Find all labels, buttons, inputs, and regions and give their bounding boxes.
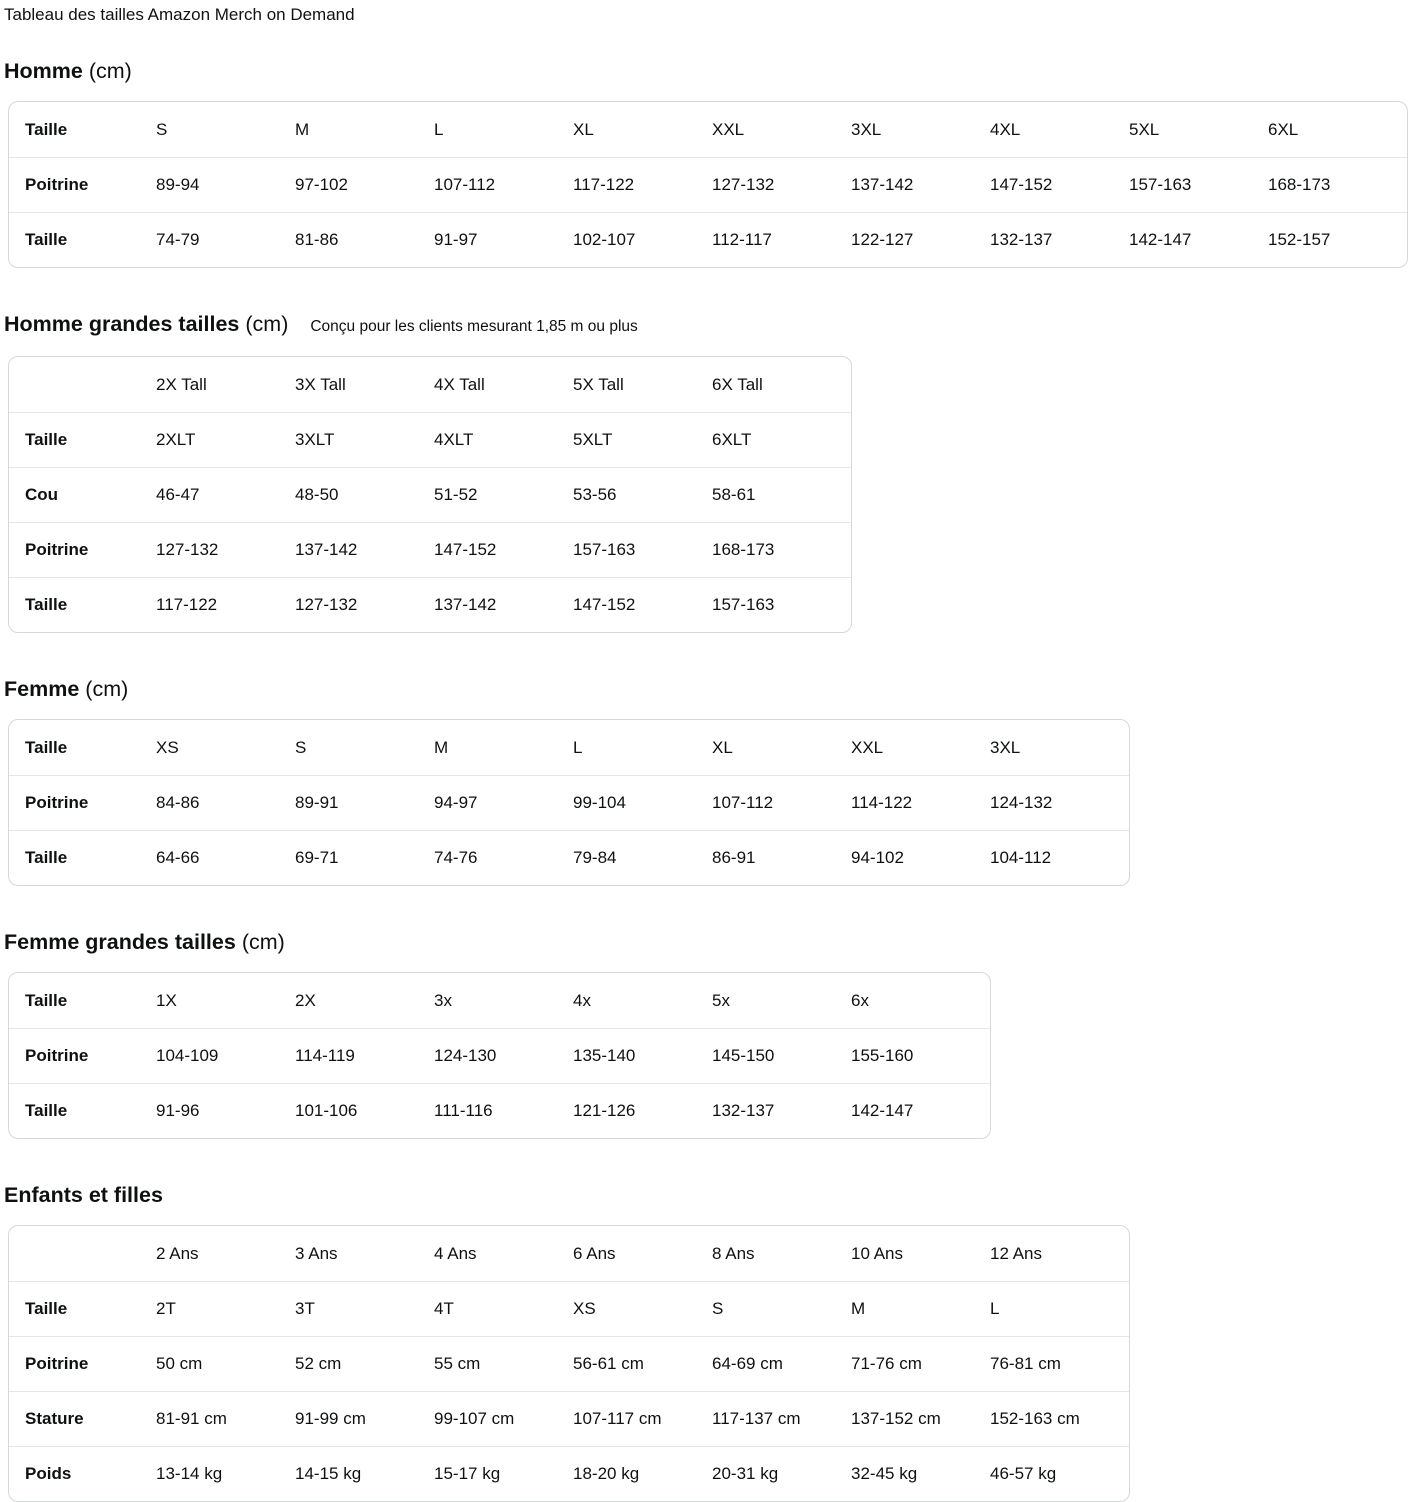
table-cell: 14-15 kg	[295, 1446, 434, 1501]
section-unit: (cm)	[88, 59, 132, 83]
table-cell: 13-14 kg	[156, 1446, 295, 1501]
section-title: Femme grandes tailles	[4, 930, 236, 954]
table-cell: 48-50	[295, 467, 434, 522]
section-femme	[4, 675, 1411, 886]
table-cell: 99-107 cm	[434, 1391, 573, 1446]
table-cell: 101-106	[295, 1083, 434, 1138]
table-cell: 2XLT	[156, 412, 295, 467]
column-header: XL	[712, 737, 733, 757]
table-row	[9, 577, 851, 632]
table-header-row	[9, 1226, 1129, 1281]
table-cell: 168-173	[1268, 157, 1407, 212]
table-row	[9, 467, 851, 522]
table-cell: 127-132	[156, 522, 295, 577]
row-label: Taille	[9, 1281, 156, 1336]
column-header: L	[434, 119, 444, 139]
section-heading	[4, 310, 1411, 341]
section-title: Homme	[4, 59, 83, 83]
row-label: Stature	[9, 1391, 156, 1446]
table-cell: 97-102	[295, 157, 434, 212]
table-cell: 132-137	[990, 212, 1129, 267]
table-cell: 15-17 kg	[434, 1446, 573, 1501]
row-label: Poitrine	[9, 157, 156, 212]
table-row	[9, 1391, 1129, 1446]
table-cell: 155-160	[851, 1028, 990, 1083]
table-cell: 102-107	[573, 212, 712, 267]
column-header: 5x	[712, 990, 730, 1010]
table-cell: 51-52	[434, 467, 573, 522]
table-cell: 64-66	[156, 830, 295, 885]
size-table-femme	[8, 719, 1130, 886]
column-header: 4x	[573, 990, 591, 1010]
size-table-femme-grandes-tailles	[8, 972, 991, 1139]
table-cell: 147-152	[990, 157, 1129, 212]
row-label: Taille	[9, 412, 156, 467]
column-header: S	[156, 119, 168, 139]
table-cell: 94-102	[851, 830, 990, 885]
table-cell: 4T	[434, 1281, 573, 1336]
column-header: 3XL	[851, 119, 882, 139]
row-label: Poitrine	[9, 1336, 156, 1391]
column-header: 5X Tall	[573, 374, 624, 394]
table-cell: S	[712, 1281, 851, 1336]
column-header: S	[295, 737, 307, 757]
table-cell: 74-76	[434, 830, 573, 885]
table-cell: 53-56	[573, 467, 712, 522]
table-cell: 122-127	[851, 212, 990, 267]
size-table-homme-grandes-tailles	[8, 356, 852, 633]
column-header: 1X	[156, 990, 177, 1010]
table-cell: 127-132	[295, 577, 434, 632]
column-header: 6x	[851, 990, 869, 1010]
table-cell: 114-119	[295, 1028, 434, 1083]
table-cell: 145-150	[712, 1028, 851, 1083]
table-cell: 5XLT	[573, 412, 712, 467]
table-cell: M	[851, 1281, 990, 1336]
section-title: Enfants et filles	[4, 1183, 163, 1207]
table-cell: 142-147	[1129, 212, 1268, 267]
column-header: 3x	[434, 990, 452, 1010]
row-label: Poitrine	[9, 775, 156, 830]
table-header-row	[9, 720, 1129, 775]
table-cell: 152-163 cm	[990, 1391, 1129, 1446]
row-label: Taille	[9, 830, 156, 885]
table-cell: 137-142	[434, 577, 573, 632]
table-cell: 132-137	[712, 1083, 851, 1138]
table-cell: 91-97	[434, 212, 573, 267]
table-row	[9, 412, 851, 467]
column-header: 4 Ans	[434, 1243, 477, 1263]
table-cell: 4XLT	[434, 412, 573, 467]
table-cell: 124-132	[990, 775, 1129, 830]
table-cell: 137-142	[851, 157, 990, 212]
row-label: Taille	[9, 1083, 156, 1138]
sections-container	[4, 57, 1411, 1502]
table-cell: 111-116	[434, 1083, 573, 1138]
table-header-row	[9, 973, 990, 1028]
section-homme-grandes-tailles	[4, 310, 1411, 633]
table-cell: 3T	[295, 1281, 434, 1336]
table-cell: 117-122	[573, 157, 712, 212]
column-header: 12 Ans	[990, 1243, 1042, 1263]
row-label: Taille	[9, 577, 156, 632]
header-row-label	[9, 1226, 156, 1281]
table-cell: 147-152	[573, 577, 712, 632]
section-femme-grandes-tailles	[4, 928, 1411, 1139]
header-row-label: Taille	[25, 737, 68, 757]
section-title: Homme grandes tailles	[4, 312, 240, 336]
column-header: XL	[573, 119, 594, 139]
section-unit: (cm)	[245, 312, 289, 336]
column-header: 2 Ans	[156, 1243, 199, 1263]
table-cell: 157-163	[1129, 157, 1268, 212]
table-cell: XS	[573, 1281, 712, 1336]
table-cell: 69-71	[295, 830, 434, 885]
table-cell: 6XLT	[712, 412, 851, 467]
column-header: 6XL	[1268, 119, 1299, 139]
table-cell: 58-61	[712, 467, 851, 522]
table-cell: 112-117	[712, 212, 851, 267]
table-row	[9, 1336, 1129, 1391]
table-cell: 107-117 cm	[573, 1391, 712, 1446]
table-cell: 50 cm	[156, 1336, 295, 1391]
table-cell: L	[990, 1281, 1129, 1336]
column-header: 4XL	[990, 119, 1021, 139]
table-cell: 127-132	[712, 157, 851, 212]
table-cell: 91-96	[156, 1083, 295, 1138]
table-cell: 81-91 cm	[156, 1391, 295, 1446]
row-label: Poitrine	[9, 1028, 156, 1083]
table-cell: 107-112	[434, 157, 573, 212]
table-cell: 20-31 kg	[712, 1446, 851, 1501]
table-cell: 64-69 cm	[712, 1336, 851, 1391]
section-heading	[4, 675, 1411, 704]
row-label: Taille	[9, 212, 156, 267]
table-cell: 107-112	[712, 775, 851, 830]
section-unit: (cm)	[241, 930, 285, 954]
table-cell: 89-94	[156, 157, 295, 212]
row-label: Cou	[9, 467, 156, 522]
column-header: 6 Ans	[573, 1243, 616, 1263]
table-cell: 56-61 cm	[573, 1336, 712, 1391]
page-title: Tableau des tailles Amazon Merch on Demand	[4, 5, 355, 24]
table-cell: 46-57 kg	[990, 1446, 1129, 1501]
column-header: M	[295, 119, 310, 139]
column-header: 3X Tall	[295, 374, 346, 394]
table-cell: 89-91	[295, 775, 434, 830]
table-cell: 3XLT	[295, 412, 434, 467]
table-cell: 79-84	[573, 830, 712, 885]
table-cell: 124-130	[434, 1028, 573, 1083]
table-cell: 114-122	[851, 775, 990, 830]
section-heading	[4, 1181, 1411, 1210]
table-row	[9, 1083, 990, 1138]
table-cell: 104-112	[990, 830, 1129, 885]
table-cell: 157-163	[573, 522, 712, 577]
table-cell: 55 cm	[434, 1336, 573, 1391]
column-header: M	[434, 737, 449, 757]
column-header: 4X Tall	[434, 374, 485, 394]
table-cell: 94-97	[434, 775, 573, 830]
table-cell: 168-173	[712, 522, 851, 577]
column-header: 6X Tall	[712, 374, 763, 394]
header-row-label	[9, 357, 156, 412]
size-table-homme	[8, 101, 1408, 268]
column-header: XXL	[712, 119, 745, 139]
table-cell: 74-79	[156, 212, 295, 267]
column-header: 8 Ans	[712, 1243, 755, 1263]
column-header: 2X	[295, 990, 316, 1010]
section-heading	[4, 928, 1411, 957]
table-cell: 81-86	[295, 212, 434, 267]
table-header-row	[9, 357, 851, 412]
table-cell: 46-47	[156, 467, 295, 522]
table-cell: 142-147	[851, 1083, 990, 1138]
row-label: Poitrine	[9, 522, 156, 577]
table-row	[9, 775, 1129, 830]
header-row-label: Taille	[25, 119, 68, 139]
table-cell: 84-86	[156, 775, 295, 830]
table-row	[9, 157, 1407, 212]
column-header: XXL	[851, 737, 884, 757]
section-homme	[4, 57, 1411, 268]
table-header-row	[9, 102, 1407, 157]
header-row-label: Taille	[25, 990, 68, 1010]
table-cell: 76-81 cm	[990, 1336, 1129, 1391]
table-cell: 157-163	[712, 577, 851, 632]
section-note: Conçu pour les clients mesurant 1,85 m ou plus	[310, 318, 638, 335]
section-unit: (cm)	[85, 677, 129, 701]
table-cell: 137-152 cm	[851, 1391, 990, 1446]
row-label: Poids	[9, 1446, 156, 1501]
table-cell: 86-91	[712, 830, 851, 885]
table-cell: 135-140	[573, 1028, 712, 1083]
table-cell: 104-109	[156, 1028, 295, 1083]
table-row	[9, 1028, 990, 1083]
size-table-enfants-et-filles	[8, 1225, 1130, 1502]
table-cell: 147-152	[434, 522, 573, 577]
column-header: 3 Ans	[295, 1243, 338, 1263]
column-header: XS	[156, 737, 179, 757]
table-cell: 121-126	[573, 1083, 712, 1138]
column-header: 5XL	[1129, 119, 1160, 139]
table-cell: 71-76 cm	[851, 1336, 990, 1391]
table-row	[9, 1281, 1129, 1336]
table-cell: 91-99 cm	[295, 1391, 434, 1446]
table-cell: 2T	[156, 1281, 295, 1336]
column-header: 3XL	[990, 737, 1021, 757]
table-cell: 137-142	[295, 522, 434, 577]
column-header: 2X Tall	[156, 374, 207, 394]
column-header: L	[573, 737, 583, 757]
column-header: 10 Ans	[851, 1243, 903, 1263]
table-row	[9, 212, 1407, 267]
table-row	[9, 830, 1129, 885]
table-cell: 18-20 kg	[573, 1446, 712, 1501]
section-title: Femme	[4, 677, 80, 701]
table-cell: 117-122	[156, 577, 295, 632]
section-enfants-et-filles	[4, 1181, 1411, 1502]
table-cell: 152-157	[1268, 212, 1407, 267]
table-cell: 52 cm	[295, 1336, 434, 1391]
section-heading	[4, 57, 1411, 86]
table-cell: 32-45 kg	[851, 1446, 990, 1501]
table-cell: 99-104	[573, 775, 712, 830]
table-row	[9, 1446, 1129, 1501]
table-cell: 117-137 cm	[712, 1391, 851, 1446]
table-row	[9, 522, 851, 577]
